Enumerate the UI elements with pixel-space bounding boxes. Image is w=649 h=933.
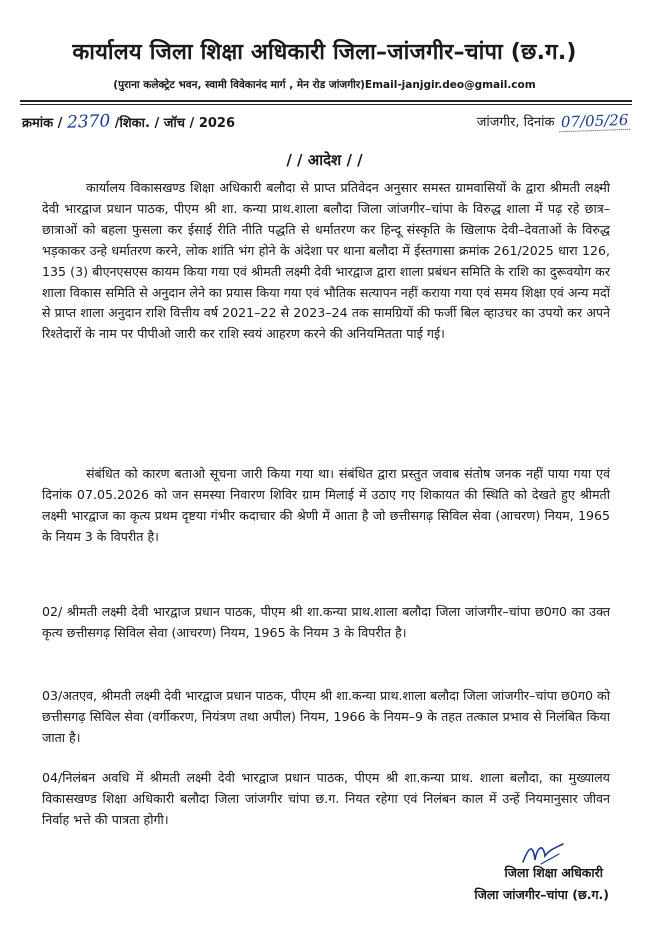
office-address: (पुराना कलेक्ट्रेट भवन, स्वामी विवेकानंद मार्ग , मेन रोड जांजगीर)Email-janjgir.deo@gmail.com	[113, 79, 536, 91]
reference-row	[22, 110, 632, 134]
place-date-label: जांजगीर, दिनांक	[476, 115, 555, 130]
order-paragraph-3	[42, 602, 610, 644]
order-title: / / आदेश / /	[286, 151, 363, 169]
reference-prefix: क्रमांक /	[22, 116, 63, 131]
signatory-district: जिला जांजगीर–चांपा (छ.ग.)	[474, 887, 609, 902]
order-paragraph-4	[42, 686, 610, 749]
paragraph-text: 03/अतएव, श्रीमती लक्ष्मी देवी भारद्वाज प्रधान पाठक, पीएम श्री शा.कन्या प्राथ.शाला बलौदा जिला जांजगीर–चांपा छ0ग0 को छत्तीसगढ़ सिविल सेवा (वर्गीकरण, नियंत्रण तथा अपील) नियम, 1966 के नियम–9 के तहत तत्काल प्रभाव से निलंबित किया जाता है।	[42, 688, 610, 745]
paragraph-text: कार्यालय विकासखण्ड शिक्षा अधिकारी बलौदा से प्राप्त प्रतिवेदन अनुसार समस्त ग्रामवासियों के द्वारा श्रीमती लक्ष्मी देवी भारद्वाज प्रधान पाठक, पीएम श्री शा. कन्या प्राथ.शाला बलौदा जिला जांजगीर–चांपा के विरुद्ध शाला में पढ़ रहे छात्र–छात्राओं को बहला फुसला कर ईसाई रीति नीति पद्धति से धर्मातरण कर हिन्दू संस्कृति के खिलाफ देवी–देवताओं के विरुद्ध भड़काकर उन्हे धर्मातरण करने, लोक शांति भंग होने के अंदेशा पर थाना बलौदा में ईस्तगासा क्रमांक 261/2025 धारा 126, 135 (3) बीएनएसएस कायम किया गया एवं श्रीमती लक्ष्मी देवी भारद्वाज द्वारा शाला प्रबंधन समिति के राशि का दुरूवयोग कर शाला विकास समिति से अनुदान लेने का प्रयास किया गया एवं भौतिक सत्यापन नहीं कराया गया एवं समय शिक्षा एवं अन्य मदों से प्राप्त शाला अनुदान राशि वित्तीय वर्ष 2021–22 से 2023–24 तक सामग्रियों की फर्जी बिल व्हाउचर का उपयो कर अपने रिश्तेदारों के नाम पर पीपीओ जारी कर राशि स्वयं आहरण करने की अनियमितता पाई गई।	[42, 180, 610, 342]
reference-suffix: /शिका. / जॉच / 2026	[114, 116, 236, 131]
header-rule-thin	[20, 104, 632, 105]
paragraph-text: 02/ श्रीमती लक्ष्मी देवी भारद्वाज प्रधान पाठक, पीएम श्री शा.कन्या प्राथ.शाला बलौदा जिला जांजगीर–चांपा छ0ग0 का उक्त कृत्य छत्तीसगढ़ सिविल सेवा (आचरण) नियम, 1965 के नियम 3 के विपरीत है।	[42, 604, 610, 640]
place-date	[477, 112, 630, 131]
signature-block	[439, 848, 609, 908]
header-rule-thick	[20, 100, 632, 102]
paragraph-text: 04/निलंबन अवधि में श्रीमती लक्ष्मी देवी भारद्वाज प्रधान पाठक, पीएम श्री शा.कन्या प्राथ. शाला बलौदा, का मुख्यालय विकासखण्ड शिक्षा अधिकारी बलौदा जिला जांजगीर चांपा छ.ग. नियत रहेगा एवं निलंबन काल में उन्हें नियमानुसार जीवन निर्वाह भत्ते की पात्रता होगी।	[42, 770, 610, 827]
order-paragraph-1	[42, 178, 610, 345]
reference-number	[22, 112, 235, 132]
office-title: कार्यालय जिला शिक्षा अधिकारी जिला–जांजगीर–चांपा (छ.ग.)	[72, 40, 577, 65]
handwritten-reference-number: 2370	[66, 111, 111, 133]
order-paragraph-5	[42, 768, 610, 831]
order-paragraph-2	[42, 464, 610, 548]
paragraph-text: संबंधित को कारण बताओ सूचना जारी किया गया था। संबंधित द्वारा प्रस्तुत जवाब संतोष जनक नहीं पाया गया एवं दिनांक 07.05.2026 को जन समस्या निवारण शिविर ग्राम मिलाई में उठाए गए शिकायत की स्थिति को देखते हुए श्रीमती लक्ष्मी भारद्वाज का कृत्य प्रथम दृष्टया गंभीर कदाचार की श्रेणी में आता है जो छत्तीसगढ़ सिविल सेवा (आचरण) नियम, 1965 के नियम 3 के विपरीत है।	[42, 466, 610, 544]
handwritten-date: 07/05/26	[558, 111, 630, 132]
signatory-designation: जिला शिक्षा अधिकारी	[504, 865, 603, 880]
